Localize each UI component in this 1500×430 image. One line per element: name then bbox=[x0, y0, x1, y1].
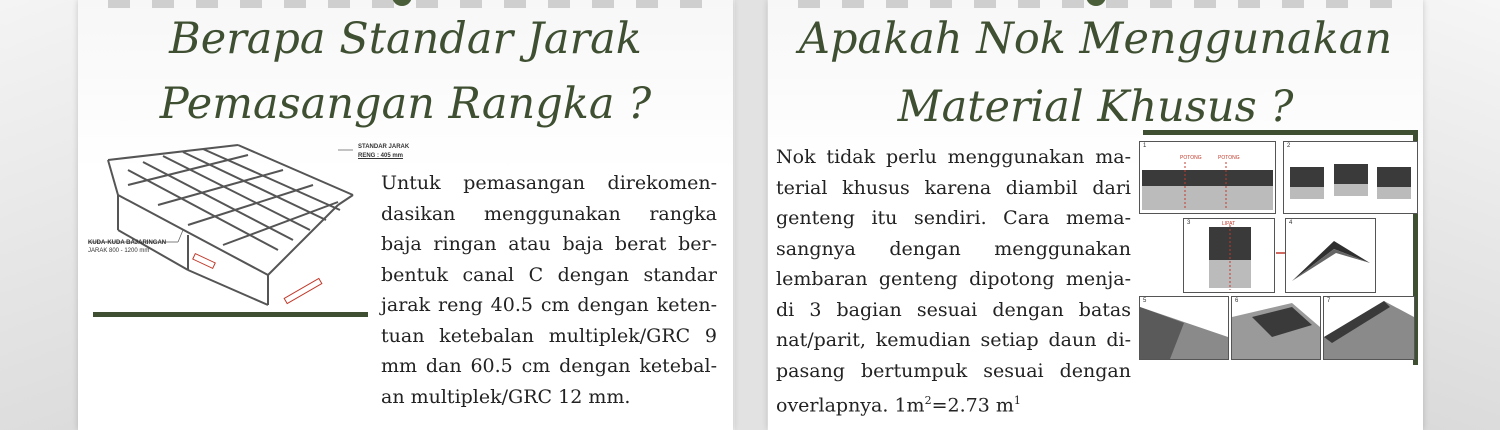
step-number: 7 bbox=[1327, 298, 1331, 304]
card-title-line1: Berapa Standar Jarak bbox=[169, 14, 642, 64]
figure-underline bbox=[93, 312, 368, 317]
three-pieces bbox=[1284, 142, 1417, 213]
overlap-text: overlapnya. 1m bbox=[776, 394, 925, 417]
step-number: 3 bbox=[1187, 220, 1191, 226]
roof-install-5 bbox=[1140, 297, 1228, 359]
background-gap bbox=[735, 0, 767, 430]
body-line-last bbox=[776, 386, 1131, 421]
body-line: nat/parit, kemudian setiap daun di- bbox=[776, 329, 1131, 351]
step-6-image bbox=[1231, 296, 1321, 360]
truss-drawing bbox=[88, 140, 368, 310]
card-title-line2: Pemasangan Rangka ? bbox=[159, 79, 652, 129]
folded-ridge bbox=[1286, 219, 1375, 292]
roof-install-6 bbox=[1232, 297, 1320, 359]
overlap-text: =2.73 m bbox=[931, 394, 1014, 417]
body-line: lembaran genteng dipotong menja- bbox=[776, 268, 1131, 290]
label-jarak: JARAK 800 - 1200 mm bbox=[88, 248, 150, 254]
background-left bbox=[0, 0, 80, 430]
card-title-line2: Material Khusus ? bbox=[897, 82, 1294, 132]
body-line: sangnya dengan menggunakan bbox=[776, 237, 1131, 260]
step-4-image bbox=[1285, 218, 1376, 293]
fold-label: LIPAT bbox=[1222, 221, 1236, 227]
body-line: genteng itu sendiri. Cara mema- bbox=[776, 207, 1131, 229]
card-title-line1: Apakah Nok Menggunakan bbox=[798, 14, 1393, 64]
cut-label: POTONG bbox=[1180, 155, 1202, 161]
label-standar-jarak: STANDAR JARAK bbox=[358, 144, 410, 150]
step-number: 6 bbox=[1235, 298, 1239, 304]
body-line: Untuk pemasangan direkomen- bbox=[381, 172, 717, 194]
right-card bbox=[768, 0, 1423, 430]
card-body-text bbox=[381, 168, 717, 412]
body-line: mm dan 60.5 cm dengan ketebal- bbox=[381, 355, 717, 377]
label-reng: RENG : 405 mm bbox=[358, 153, 404, 159]
step-1-image bbox=[1139, 141, 1276, 214]
shingle-strip bbox=[1140, 142, 1275, 213]
body-line: Nok tidak perlu menggunakan ma- bbox=[776, 146, 1131, 168]
label-kuda-kuda: KUDA-KUDA BAJARINGAN bbox=[88, 240, 167, 246]
step-number: 2 bbox=[1287, 143, 1291, 149]
left-card bbox=[78, 0, 733, 430]
superscript: 1 bbox=[1013, 394, 1021, 407]
step-3-image bbox=[1183, 218, 1275, 293]
step-number: 5 bbox=[1143, 298, 1147, 304]
step-7-image bbox=[1323, 296, 1415, 360]
body-line: dasikan menggunakan rangka bbox=[381, 202, 717, 225]
body-line: terial khusus karena diambil dari bbox=[776, 176, 1131, 199]
body-line: pasang bertumpuk sesuai dengan bbox=[776, 359, 1131, 382]
superscript: 2 bbox=[924, 394, 932, 407]
cut-label: POTONG bbox=[1218, 155, 1240, 161]
step-number: 1 bbox=[1143, 143, 1147, 149]
step-5-image bbox=[1139, 296, 1229, 360]
body-line: jarak reng 40.5 cm dengan keten- bbox=[381, 294, 717, 316]
body-line: bentuk canal C dengan standar bbox=[381, 263, 717, 286]
step-number: 4 bbox=[1289, 220, 1293, 226]
body-line: baja ringan atau baja berat ber- bbox=[381, 233, 717, 255]
body-line: an multiplek/GRC 12 mm. bbox=[381, 385, 631, 408]
roof-frame-figure bbox=[88, 140, 368, 310]
fold-piece bbox=[1184, 219, 1274, 292]
body-line: di 3 bagian sesuai dengan batas bbox=[776, 298, 1131, 321]
body-line: tuan ketebalan multiplek/GRC 9 bbox=[381, 324, 717, 347]
roof-install-7 bbox=[1324, 297, 1414, 359]
background-right bbox=[1420, 0, 1500, 430]
step-2-image bbox=[1283, 141, 1418, 214]
card-body-text bbox=[776, 142, 1131, 421]
